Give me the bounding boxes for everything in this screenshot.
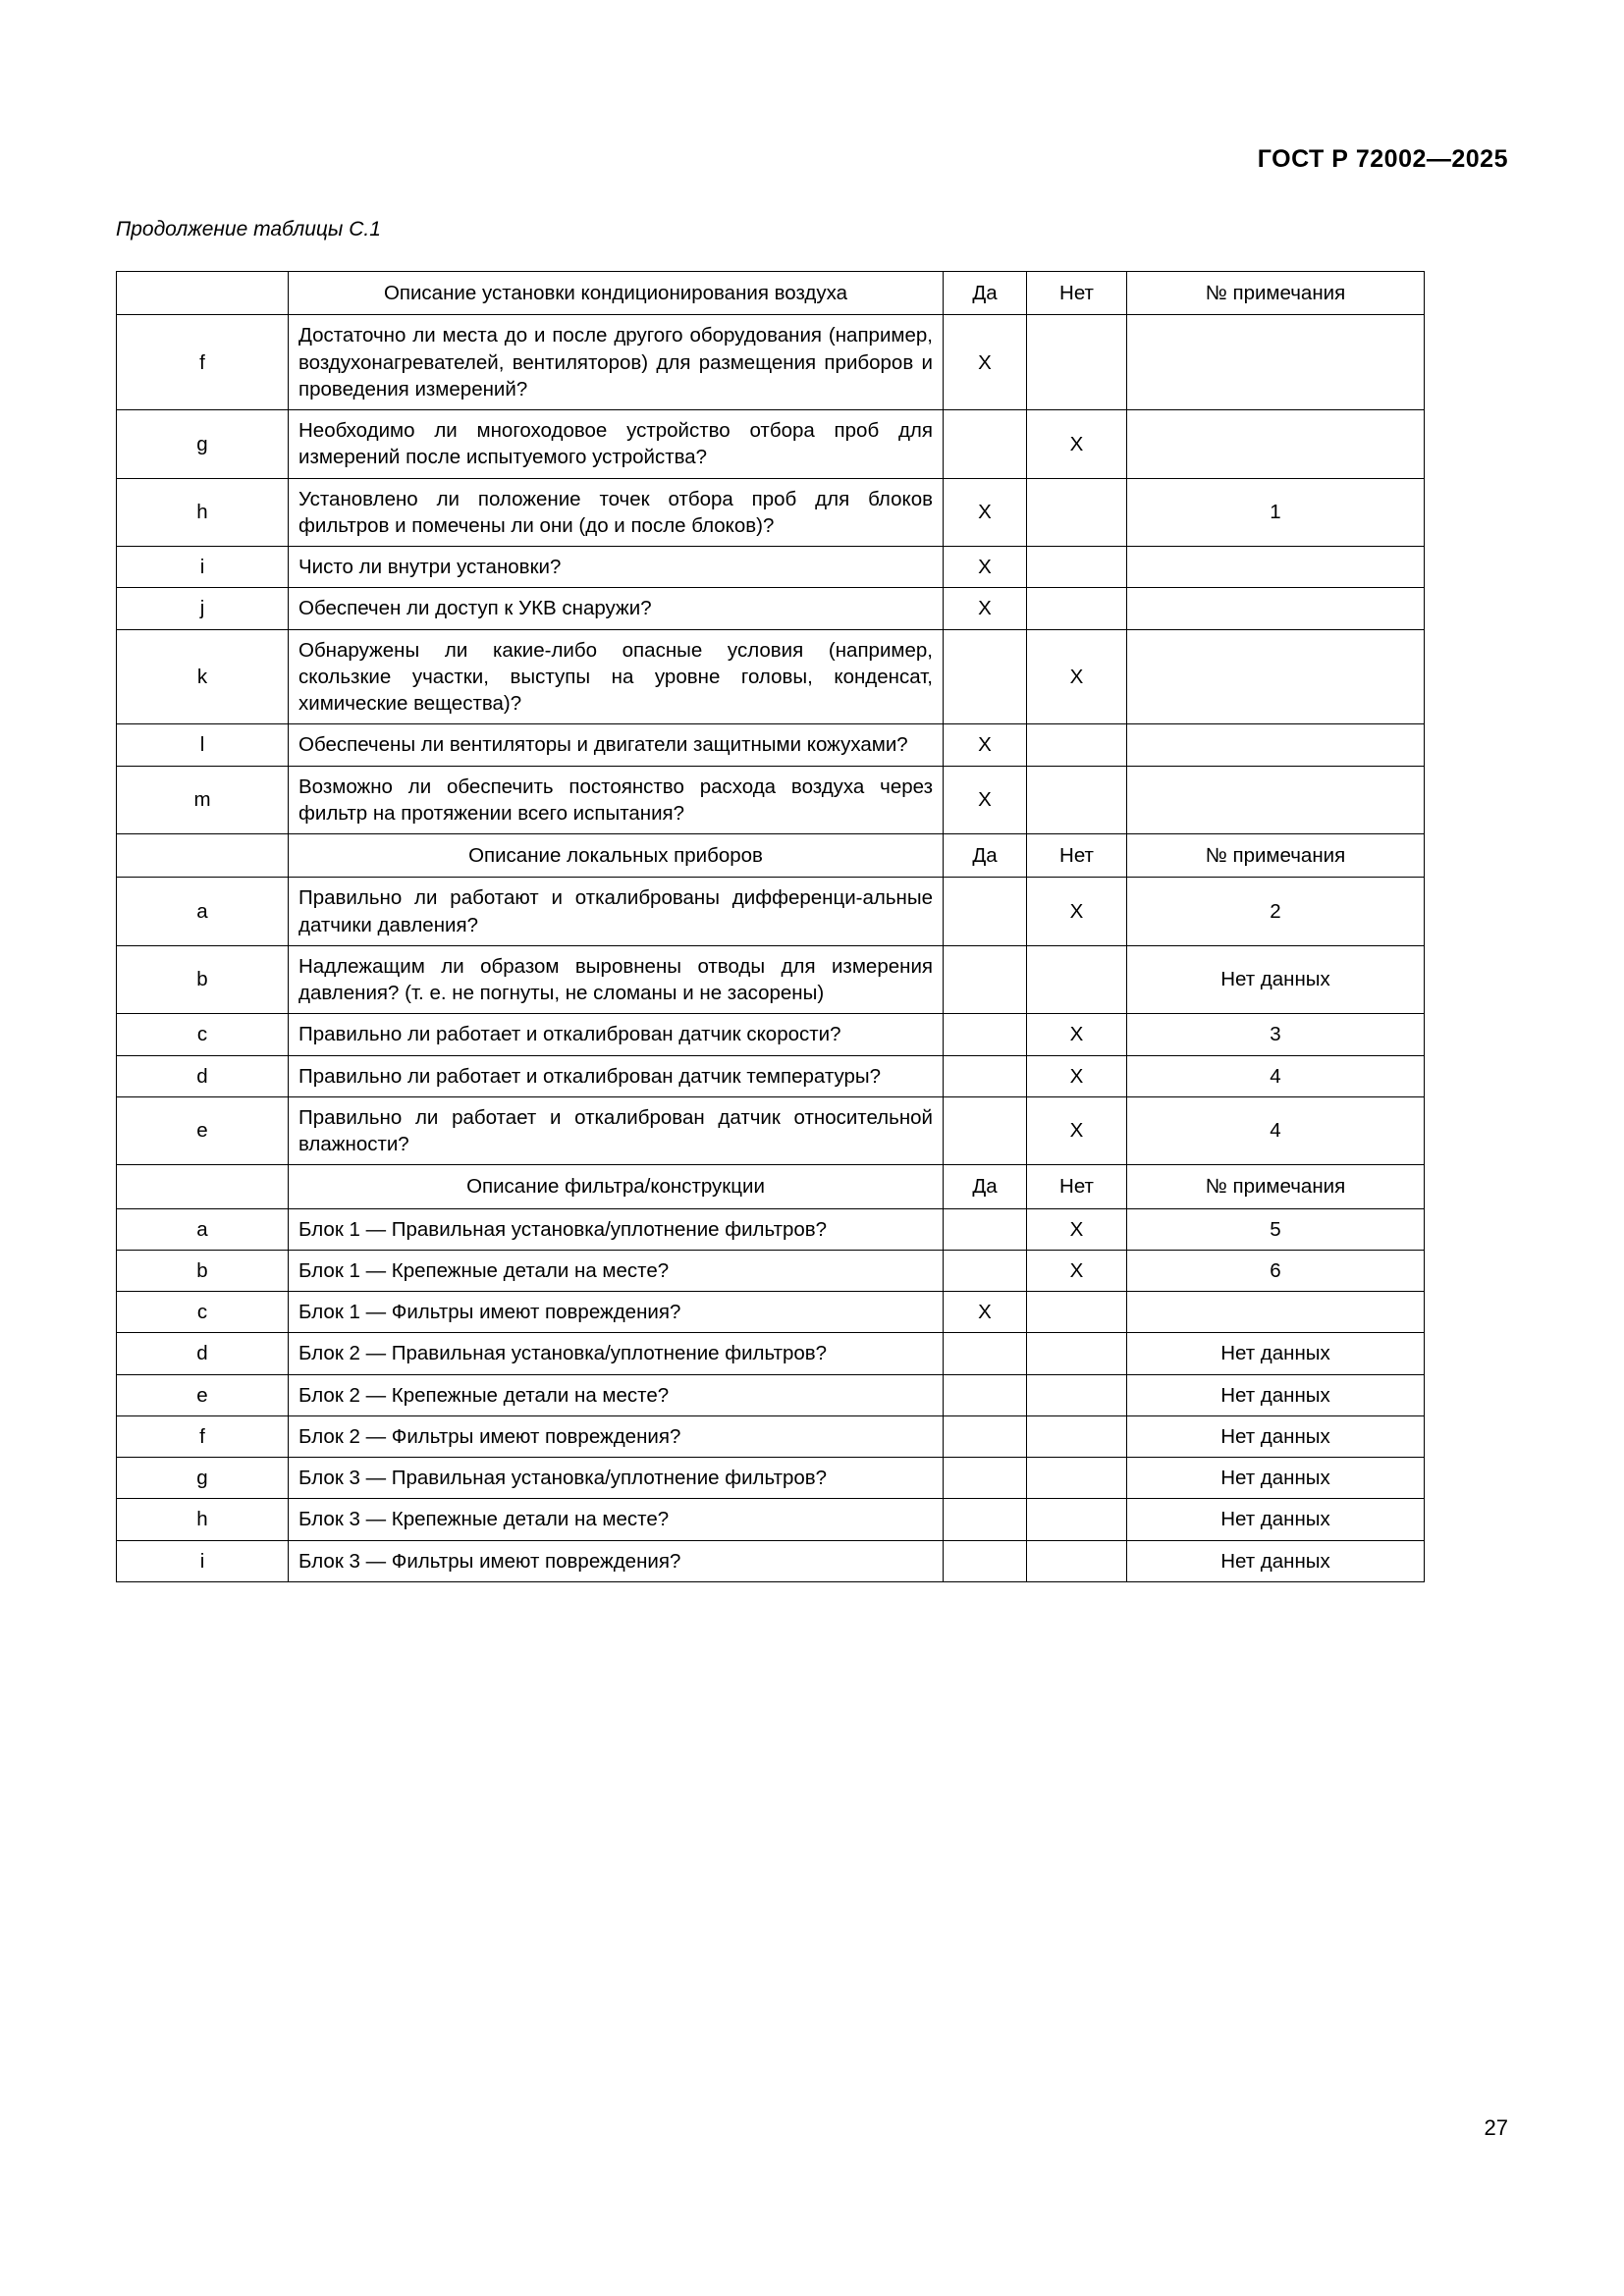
row-description: Необходимо ли многоходовое устройство отбора проб для измерений после испытуемого устройства? <box>289 410 944 479</box>
row-description: Обеспечены ли вентиляторы и двигатели защитными кожухами? <box>289 724 944 766</box>
row-letter: j <box>117 588 289 629</box>
row-answer-no[interactable]: X <box>1027 410 1127 479</box>
table-row <box>117 1540 1425 1581</box>
table-row <box>117 588 1425 629</box>
row-description: Чисто ли внутри установки? <box>289 547 944 588</box>
row-answer-yes[interactable]: X <box>944 588 1027 629</box>
row-note[interactable]: 4 <box>1127 1055 1425 1096</box>
row-description: Правильно ли работают и откалиброваны дифференци-альные датчики давления? <box>289 878 944 946</box>
column-header-no: Нет <box>1027 1165 1127 1208</box>
section-header-blank-cell <box>117 834 289 878</box>
row-letter: f <box>117 1415 289 1457</box>
row-description: Правильно ли работает и откалиброван датчик относительной влажности? <box>289 1096 944 1165</box>
row-description: Блок 2 — Крепежные детали на месте? <box>289 1374 944 1415</box>
table-row <box>117 315 1425 410</box>
row-note[interactable]: Нет данных <box>1127 1415 1425 1457</box>
row-answer-yes[interactable] <box>944 1374 1027 1415</box>
row-letter: e <box>117 1096 289 1165</box>
row-answer-yes[interactable] <box>944 1208 1027 1250</box>
row-letter: a <box>117 1208 289 1250</box>
table-row <box>117 547 1425 588</box>
row-description: Блок 1 — Фильтры имеют повреждения? <box>289 1292 944 1333</box>
row-note[interactable]: Нет данных <box>1127 1499 1425 1540</box>
row-answer-yes[interactable]: X <box>944 478 1027 547</box>
row-description: Установлено ли положение точек отбора проб для блоков фильтров и помечены ли они (до и после блоков)? <box>289 478 944 547</box>
table-section-header-row <box>117 272 1425 315</box>
row-answer-no[interactable] <box>1027 766 1127 834</box>
row-description: Надлежащим ли образом выровнены отводы для измерения давления? (т. е. не погнуты, не сломаны и не засорены) <box>289 945 944 1014</box>
row-note[interactable]: Нет данных <box>1127 1540 1425 1581</box>
row-answer-no[interactable] <box>1027 724 1127 766</box>
row-answer-yes[interactable] <box>944 1333 1027 1374</box>
row-answer-yes[interactable]: X <box>944 547 1027 588</box>
row-answer-yes[interactable] <box>944 1055 1027 1096</box>
table-row <box>117 1374 1425 1415</box>
table-row <box>117 1208 1425 1250</box>
row-note[interactable]: 2 <box>1127 878 1425 946</box>
row-letter: d <box>117 1055 289 1096</box>
row-note[interactable] <box>1127 588 1425 629</box>
row-note[interactable]: 6 <box>1127 1250 1425 1291</box>
table-row <box>117 878 1425 946</box>
row-letter: h <box>117 1499 289 1540</box>
row-letter: g <box>117 1458 289 1499</box>
row-letter: l <box>117 724 289 766</box>
section-header-blank-cell <box>117 1165 289 1208</box>
row-answer-yes[interactable] <box>944 945 1027 1014</box>
row-description: Блок 1 — Крепежные детали на месте? <box>289 1250 944 1291</box>
row-description: Правильно ли работает и откалиброван датчик скорости? <box>289 1014 944 1055</box>
table-container <box>116 271 1424 1582</box>
row-description: Блок 3 — Правильная установка/уплотнение фильтров? <box>289 1458 944 1499</box>
table-row <box>117 766 1425 834</box>
row-answer-no[interactable]: X <box>1027 878 1127 946</box>
table-row <box>117 1333 1425 1374</box>
row-answer-no[interactable] <box>1027 588 1127 629</box>
table-row <box>117 1415 1425 1457</box>
row-note[interactable] <box>1127 724 1425 766</box>
table-row <box>117 724 1425 766</box>
checklist-table <box>116 271 1425 1582</box>
column-header-no: Нет <box>1027 272 1127 315</box>
row-answer-yes[interactable] <box>944 1458 1027 1499</box>
row-answer-no[interactable]: X <box>1027 629 1127 724</box>
row-letter: c <box>117 1014 289 1055</box>
row-letter: d <box>117 1333 289 1374</box>
column-header-no: Нет <box>1027 834 1127 878</box>
row-letter: e <box>117 1374 289 1415</box>
table-row <box>117 1499 1425 1540</box>
row-note[interactable] <box>1127 1292 1425 1333</box>
row-answer-yes[interactable] <box>944 878 1027 946</box>
row-note[interactable]: 1 <box>1127 478 1425 547</box>
row-description: Блок 3 — Крепежные детали на месте? <box>289 1499 944 1540</box>
table-section-header-row <box>117 834 1425 878</box>
row-note[interactable]: 5 <box>1127 1208 1425 1250</box>
row-answer-yes[interactable]: X <box>944 1292 1027 1333</box>
table-row <box>117 1250 1425 1291</box>
row-answer-no[interactable] <box>1027 1292 1127 1333</box>
column-header-note: № примечания <box>1127 272 1425 315</box>
table-caption: Продолжение таблицы С.1 <box>116 218 381 240</box>
row-note[interactable]: Нет данных <box>1127 1374 1425 1415</box>
table-row <box>117 478 1425 547</box>
row-description: Обеспечен ли доступ к УКВ снаружи? <box>289 588 944 629</box>
column-header-yes: Да <box>944 1165 1027 1208</box>
row-answer-yes[interactable] <box>944 410 1027 479</box>
row-answer-yes[interactable]: X <box>944 766 1027 834</box>
row-letter: g <box>117 410 289 479</box>
row-answer-no[interactable]: X <box>1027 1208 1127 1250</box>
row-letter: i <box>117 1540 289 1581</box>
row-description: Возможно ли обеспечить постоянство расхода воздуха через фильтр на протяжении всего испытания? <box>289 766 944 834</box>
row-answer-no[interactable] <box>1027 1374 1127 1415</box>
column-header-note: № примечания <box>1127 1165 1425 1208</box>
table-row <box>117 1014 1425 1055</box>
page-header-standard: ГОСТ Р 72002—2025 <box>1257 145 1508 173</box>
section-header-title: Описание фильтра/конструкции <box>289 1165 944 1208</box>
row-description: Правильно ли работает и откалиброван датчик температуры? <box>289 1055 944 1096</box>
row-answer-no[interactable]: X <box>1027 1055 1127 1096</box>
table-row <box>117 1055 1425 1096</box>
table-row <box>117 410 1425 479</box>
row-letter: k <box>117 629 289 724</box>
row-answer-no[interactable] <box>1027 1458 1127 1499</box>
row-note[interactable] <box>1127 315 1425 410</box>
row-letter: m <box>117 766 289 834</box>
row-description: Блок 2 — Фильтры имеют повреждения? <box>289 1415 944 1457</box>
row-answer-yes[interactable] <box>944 1014 1027 1055</box>
table-row <box>117 1458 1425 1499</box>
row-answer-no[interactable]: X <box>1027 1014 1127 1055</box>
row-answer-no[interactable] <box>1027 945 1127 1014</box>
row-answer-no[interactable] <box>1027 1415 1127 1457</box>
row-letter: f <box>117 315 289 410</box>
section-header-title: Описание установки кондиционирования воздуха <box>289 272 944 315</box>
table-row <box>117 629 1425 724</box>
table-section-header-row <box>117 1165 1425 1208</box>
row-note[interactable]: Нет данных <box>1127 1333 1425 1374</box>
row-answer-no[interactable] <box>1027 1540 1127 1581</box>
row-letter: b <box>117 945 289 1014</box>
row-note[interactable]: Нет данных <box>1127 1458 1425 1499</box>
column-header-note: № примечания <box>1127 834 1425 878</box>
row-note[interactable] <box>1127 410 1425 479</box>
row-answer-no[interactable] <box>1027 478 1127 547</box>
row-answer-yes[interactable]: X <box>944 724 1027 766</box>
row-answer-yes[interactable] <box>944 1499 1027 1540</box>
row-note[interactable] <box>1127 766 1425 834</box>
row-answer-yes[interactable] <box>944 1540 1027 1581</box>
row-letter: b <box>117 1250 289 1291</box>
page-number: 27 <box>1484 2115 1508 2140</box>
row-answer-yes[interactable] <box>944 1250 1027 1291</box>
table-row <box>117 1096 1425 1165</box>
row-letter: i <box>117 547 289 588</box>
section-header-blank-cell <box>117 272 289 315</box>
row-note[interactable] <box>1127 629 1425 724</box>
row-description: Обнаружены ли какие-либо опасные условия (например, скользкие участки, выступы на уровне головы, конденсат, химические вещества)? <box>289 629 944 724</box>
table-row <box>117 1292 1425 1333</box>
row-note[interactable]: 3 <box>1127 1014 1425 1055</box>
row-letter: c <box>117 1292 289 1333</box>
row-answer-no[interactable]: X <box>1027 1096 1127 1165</box>
table-row <box>117 945 1425 1014</box>
row-answer-yes[interactable] <box>944 1415 1027 1457</box>
row-answer-no[interactable] <box>1027 1499 1127 1540</box>
section-header-title: Описание локальных приборов <box>289 834 944 878</box>
row-answer-yes[interactable] <box>944 1096 1027 1165</box>
row-description: Достаточно ли места до и после другого оборудования (например, воздухонагревателей, вентиляторов) для размещения приборов и проведения измерений? <box>289 315 944 410</box>
row-answer-no[interactable]: X <box>1027 1250 1127 1291</box>
row-answer-yes[interactable]: X <box>944 315 1027 410</box>
row-description: Блок 2 — Правильная установка/уплотнение фильтров? <box>289 1333 944 1374</box>
row-answer-no[interactable] <box>1027 315 1127 410</box>
row-letter: a <box>117 878 289 946</box>
column-header-yes: Да <box>944 834 1027 878</box>
row-note[interactable] <box>1127 547 1425 588</box>
row-note[interactable]: 4 <box>1127 1096 1425 1165</box>
row-answer-no[interactable] <box>1027 1333 1127 1374</box>
row-answer-no[interactable] <box>1027 547 1127 588</box>
row-description: Блок 1 — Правильная установка/уплотнение фильтров? <box>289 1208 944 1250</box>
column-header-yes: Да <box>944 272 1027 315</box>
row-letter: h <box>117 478 289 547</box>
row-answer-yes[interactable] <box>944 629 1027 724</box>
row-note[interactable]: Нет данных <box>1127 945 1425 1014</box>
row-description: Блок 3 — Фильтры имеют повреждения? <box>289 1540 944 1581</box>
